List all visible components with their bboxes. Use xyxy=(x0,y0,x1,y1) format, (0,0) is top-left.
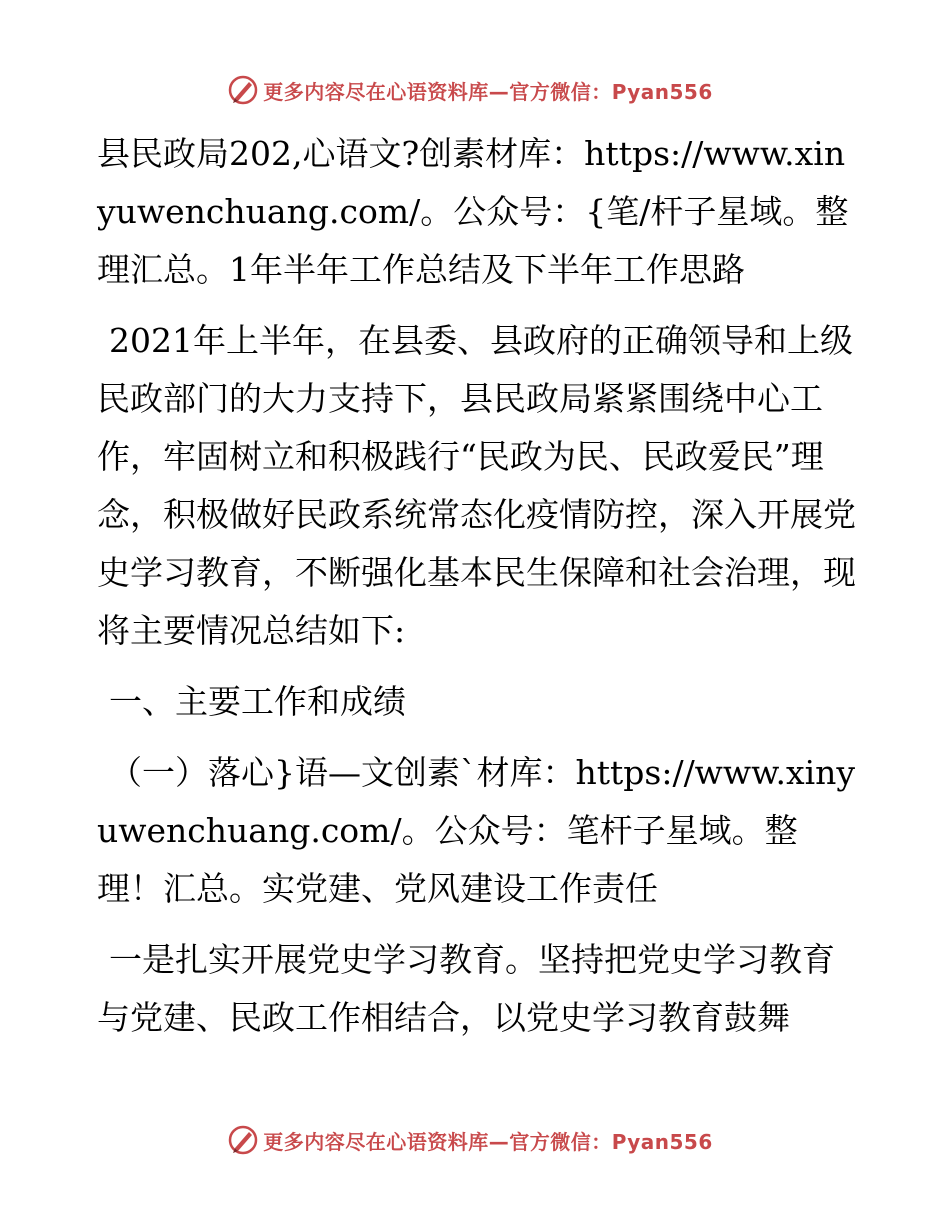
pen-logo-icon xyxy=(227,74,259,106)
header-watermark xyxy=(0,70,950,110)
paragraph-body: 一是扎实开展党史学习教育。坚持把党史学习教育与党建、民政工作相结合，以党史学习教育鼓舞 xyxy=(97,940,835,1037)
paragraph-intro: 2021年上半年，在县委、县政府的正确领导和上级民政部门的大力支持下，县民政局紧紧围绕中心工作，牢固树立和积极践行“民政为民、民政爱民”理念，积极做好民政系统常态化疫情防控，深入开展党史学习教育，不断强化基本民生保障和社会治理，现将主要情况总结如下: xyxy=(97,321,856,650)
paragraph-title: 县民政局202,心语文?创素材库：https://www.xinyuwenchuang.com/。公众号：{笔/杆子星域。整理汇总。1年半年工作总结及下半年工作思路 xyxy=(97,134,849,289)
document-body xyxy=(97,125,857,1060)
section-heading: 一、主要工作和成绩 xyxy=(109,682,406,721)
watermark-text: 更多内容尽在心语资料库—官方微信：Pyan556 xyxy=(263,79,713,104)
watermark-text: 更多内容尽在心语资料库—官方微信：Pyan556 xyxy=(263,1129,713,1154)
footer-watermark xyxy=(0,1120,950,1160)
subsection-heading: （一）落心}语—文创素`材库：https://www.xinyuwenchuang.com/。公众号：笔杆子星域。整理！汇总。实党建、党风建设工作责任 xyxy=(97,753,856,908)
pen-logo-icon xyxy=(227,1124,259,1156)
